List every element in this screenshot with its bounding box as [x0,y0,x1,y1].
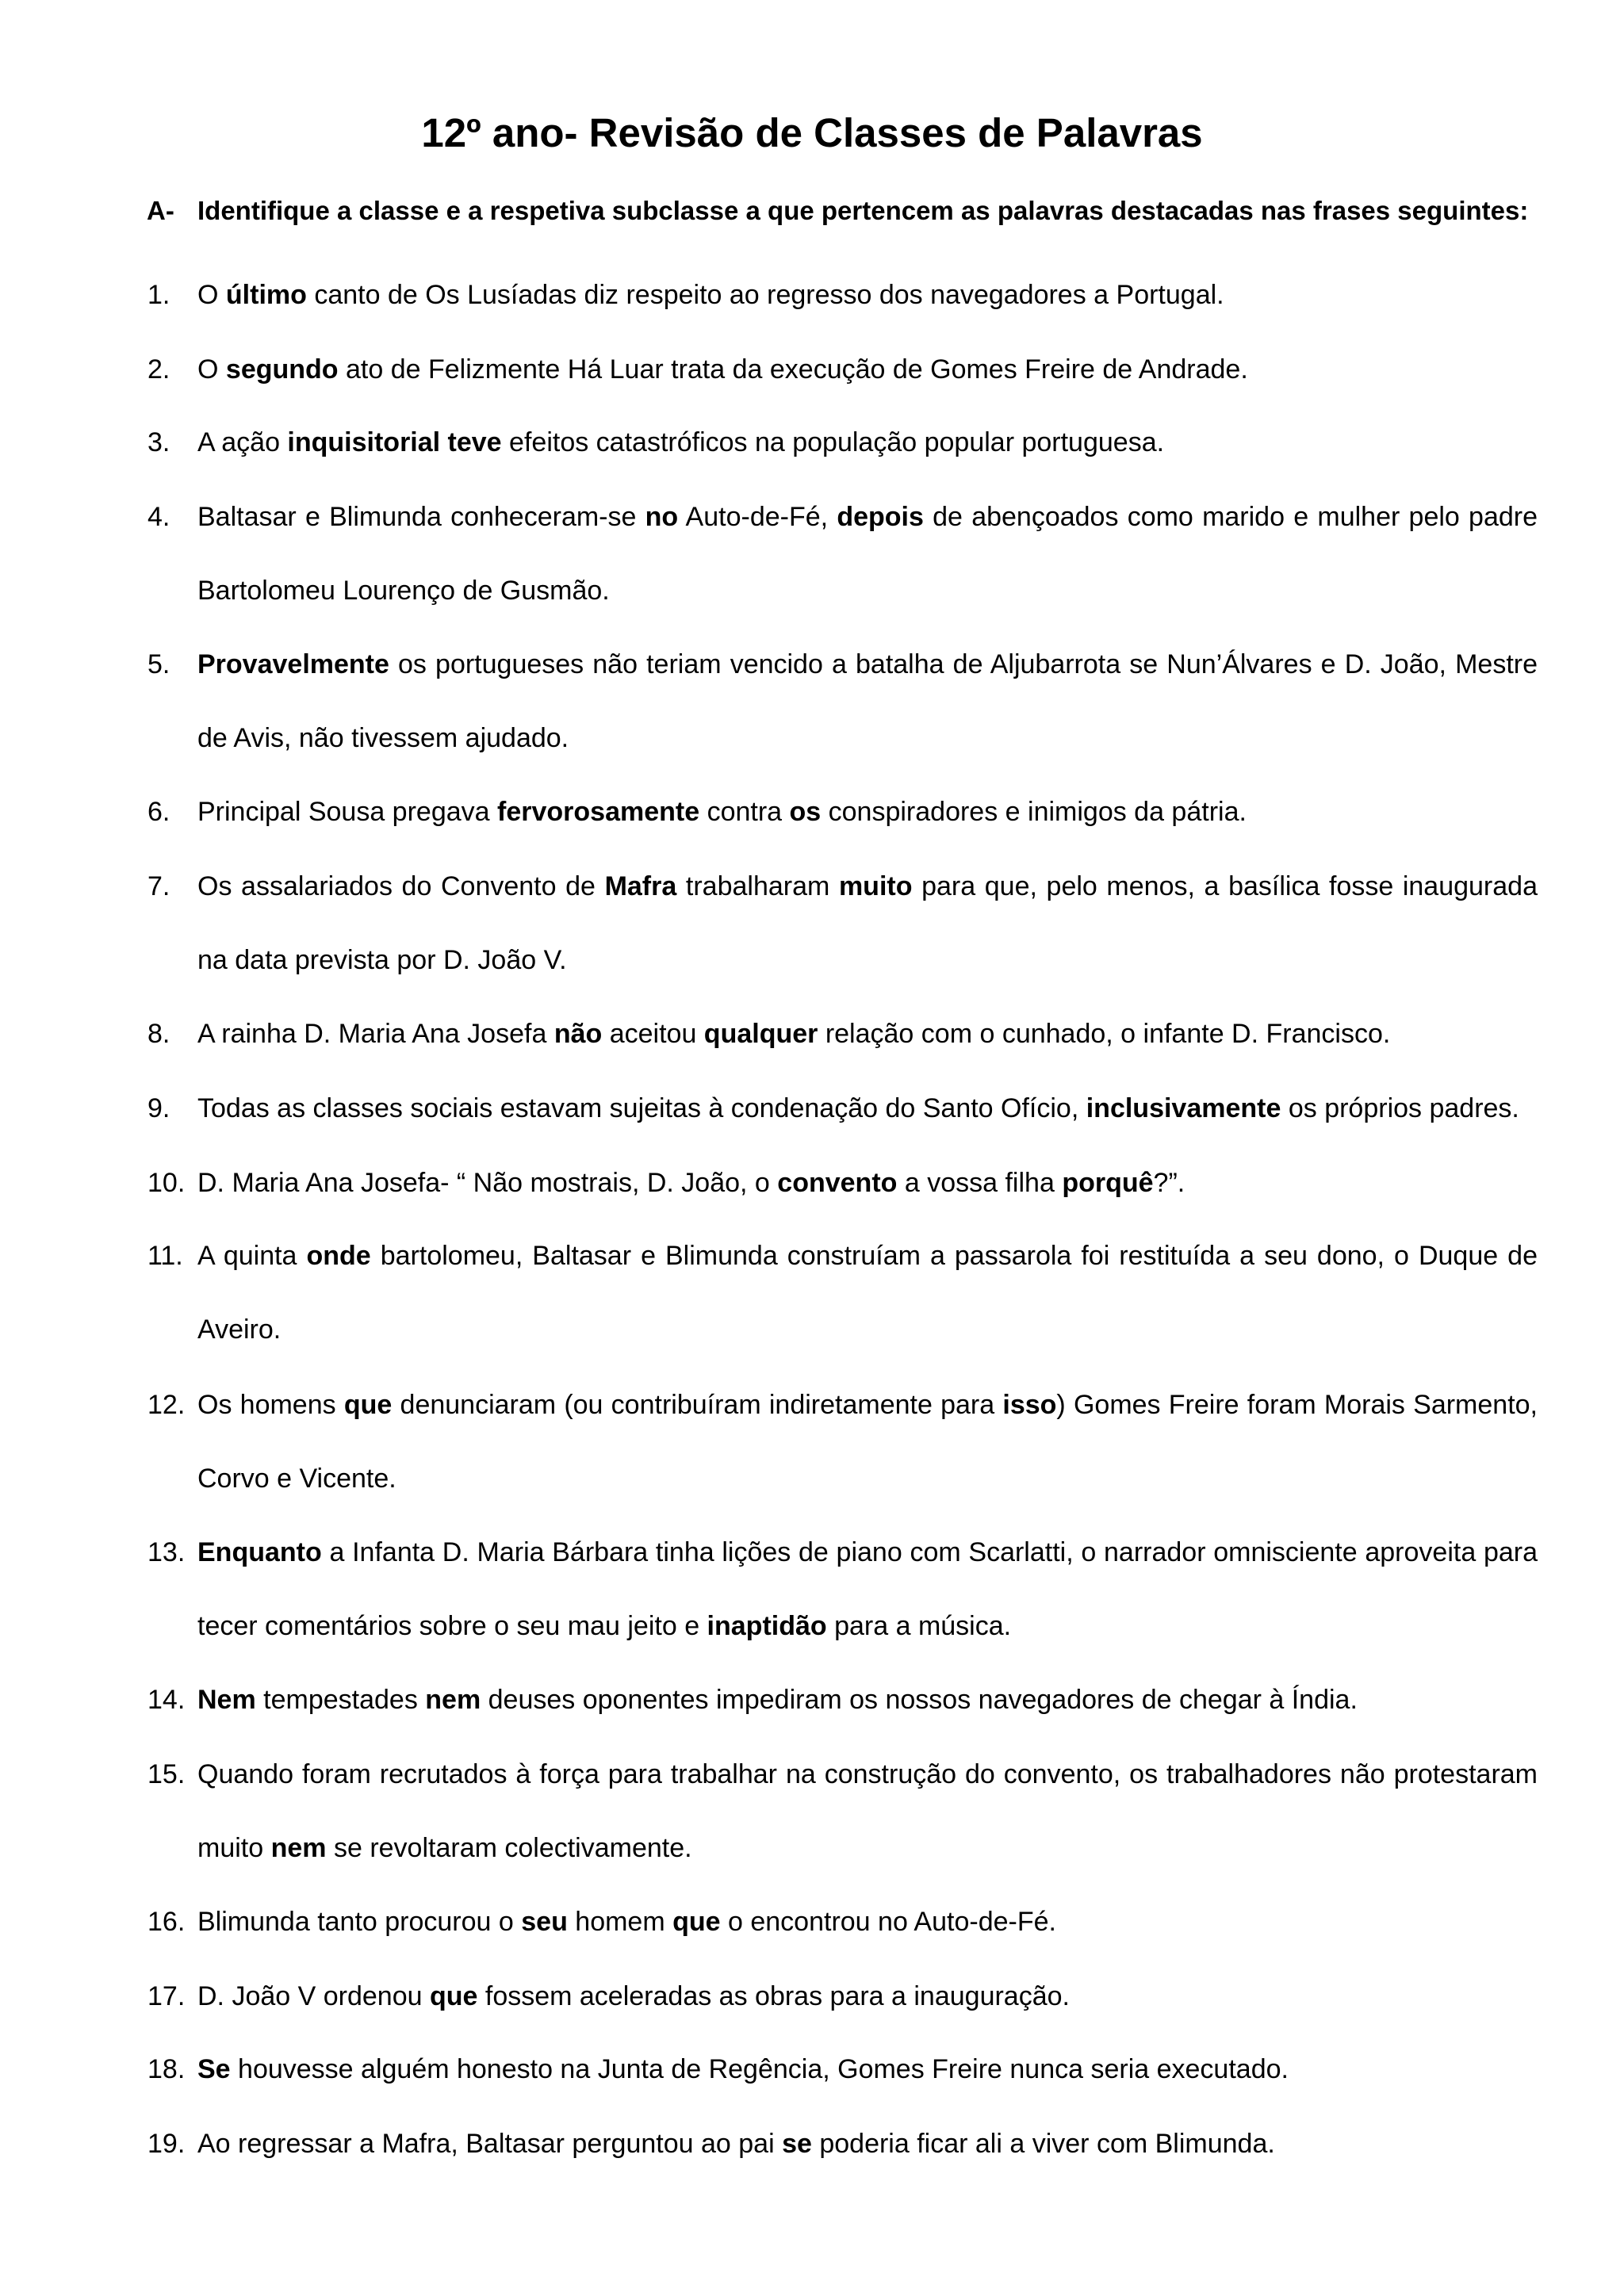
sentence-text: relação com o cunhado, o infante D. Francisco. [818,1019,1391,1049]
exercise-sentence [197,1072,1538,1146]
exercise-number: 3. [147,427,170,457]
sentence-text: de abençoados como marido e mulher pelo padre Bartolomeu Lourenço de Gusmão. [197,502,1538,606]
exercise-number: 18. [147,2054,186,2084]
exercise-number: 19. [147,2129,186,2159]
exercise-sentence [197,2033,1538,2107]
exercise-number: 2. [147,354,170,385]
page-title: 12º ano- Revisão de Classes de Palavras [421,110,1203,155]
sentence-text: Quando foram recrutados à força para trabalhar na construção do convento, os trabalhadores não protestaram muito [197,1759,1538,1863]
sentence-text: ato de Felizmente Há Luar trata da execução de Gomes Freire de Andrade. [338,354,1248,385]
instruction-marker: A- [147,196,174,225]
sentence-text: denunciaram (ou contribuíram indiretamente para [392,1390,1003,1420]
highlighted-word: não [553,1019,603,1049]
highlighted-word: convento [777,1168,898,1198]
exercise-sentence [197,997,1538,1071]
sentence-text: efeitos catastróficos na população popular portuguesa. [501,427,1165,457]
sentence-text: para a música. [826,1611,1012,1641]
exercise-number: 10. [147,1168,186,1198]
sentence-text: Ao regressar a Mafra, Baltasar perguntou ao pai [197,2129,783,2159]
sentence-text: trabalharam [676,871,839,901]
sentence-text: Os homens [197,1390,344,1420]
exercise-number: 4. [147,502,170,532]
exercise-number: 15. [147,1759,186,1789]
exercise-number: 13. [147,1537,186,1567]
highlighted-word: segundo [225,354,339,385]
sentence-text: Principal Sousa pregava [197,797,498,827]
exercise-sentence [197,1368,1538,1516]
highlighted-word: que [672,1907,721,1937]
sentence-text: bartolomeu, Baltasar e Blimunda construíam a passarola foi restituída a seu dono, o Duque de Aveiro. [197,1241,1538,1345]
sentence-text: se revoltaram colectivamente. [326,1833,692,1863]
highlighted-word: muito [838,871,913,901]
highlighted-word: inclusivamente [1086,1093,1281,1123]
sentence-text: deuses oponentes impediram os nossos navegadores de chegar à Índia. [481,1685,1358,1715]
sentence-text: ?”. [1153,1168,1185,1198]
exercise-sentence [197,258,1538,332]
sentence-text: para que, pelo menos, a basílica fosse inaugurada na data prevista por D. João V. [197,871,1538,975]
highlighted-word: qualquer [703,1019,818,1049]
sentence-text: fossem aceleradas as obras para a inauguração. [477,1981,1070,2011]
sentence-text: canto de Os Lusíadas diz respeito ao regresso dos navegadores a Portugal. [306,280,1224,310]
sentence-text: Blimunda tanto procurou o [197,1907,522,1937]
exercise-sentence [197,1146,1538,1220]
exercise-number: 12. [147,1390,186,1420]
sentence-text: a vossa filha [897,1168,1063,1198]
exercise-sentence [197,1738,1538,1885]
exercise-sentence [197,1516,1538,1663]
exercise-number: 16. [147,1907,186,1937]
highlighted-word: Enquanto [197,1537,322,1567]
exercise-sentence [197,1885,1538,1959]
highlighted-word: inaptidão [707,1611,827,1641]
highlighted-word: nem [270,1833,327,1863]
sentence-text: A ação [197,427,288,457]
highlighted-word: depois [837,502,924,532]
sentence-text: tempestades [255,1685,426,1715]
highlighted-word: Provavelmente [197,649,389,679]
exercise-sentence [197,2107,1538,2181]
exercise-sentence [197,1663,1538,1737]
highlighted-word: inquisitorial teve [287,427,502,457]
exercise-number: 17. [147,1981,186,2011]
highlighted-word: isso [1002,1390,1057,1420]
exercise-number: 6. [147,797,170,827]
exercise-sentence [197,406,1538,480]
sentence-text: homem [567,1907,673,1937]
sentence-text: a Infanta D. Maria Bárbara tinha lições de piano com Scarlatti, o narrador omnisciente aproveita para tecer comentários sobre o seu mau jeito e [197,1537,1538,1641]
highlighted-word: seu [521,1907,568,1937]
sentence-text: contra [699,797,790,827]
instruction-text: Identifique a classe e a respetiva subclasse a que pertencem as palavras destacadas nas frases seguintes: [197,196,1529,225]
exercise-sentence [197,333,1538,407]
sentence-text: os portugueses não teriam vencido a batalha de Aljubarrota se Nun’Álvares e D. João, Mestre de Avis, não tivessem ajudado. [197,649,1538,753]
sentence-text: poderia ficar ali a viver com Blimunda. [811,2129,1275,2159]
sentence-text: D. João V ordenou [197,1981,430,2011]
highlighted-word: último [225,280,307,310]
sentence-text: os próprios padres. [1281,1093,1519,1123]
exercise-number: 5. [147,649,170,679]
sentence-text: D. Maria Ana Josefa- “ Não mostrais, D. João, o [197,1168,778,1198]
sentence-text: A rainha D. Maria Ana Josefa [197,1019,554,1049]
exercise-sentence [197,628,1538,775]
sentence-text: houvesse alguém honesto na Junta de Regência, Gomes Freire nunca seria executado. [230,2054,1289,2084]
exercise-number: 1. [147,280,170,310]
sentence-text: O [197,280,226,310]
sentence-text: A quinta [197,1241,307,1271]
exercise-number: 14. [147,1685,186,1715]
sentence-text: ) Gomes Freire foram Morais Sarmento, Corvo e Vicente. [197,1390,1538,1494]
exercise-sentence [197,775,1538,849]
highlighted-word: fervorosamente [497,797,700,827]
highlighted-word: Nem [197,1685,256,1715]
sentence-text: Todas as classes sociais estavam sujeitas à condenação do Santo Ofício, [197,1093,1086,1123]
highlighted-word: se [782,2129,812,2159]
highlighted-word: os [789,797,822,827]
sentence-text: conspiradores e inimigos da pátria. [821,797,1247,827]
exercise-sentence [197,850,1538,997]
sentence-text: Baltasar e Blimunda conheceram-se [197,502,645,532]
sentence-text: o encontrou no Auto-de-Fé. [720,1907,1056,1937]
highlighted-word: no [645,502,679,532]
exercise-sentence [197,1219,1538,1367]
highlighted-word: Mafra [604,871,677,901]
exercise-sentence [197,480,1538,628]
highlighted-word: nem [425,1685,481,1715]
exercise-number: 9. [147,1093,170,1123]
exercise-number: 11. [147,1241,183,1271]
sentence-text: Os assalariados do Convento de [197,871,605,901]
highlighted-word: que [343,1390,393,1420]
exercise-number: 7. [147,871,170,901]
highlighted-word: porquê [1062,1168,1154,1198]
exercise-number: 8. [147,1019,170,1049]
highlighted-word: Se [197,2054,231,2084]
sentence-text: O [197,354,226,385]
highlighted-word: que [429,1981,478,2011]
sentence-text: aceitou [602,1019,704,1049]
exercise-sentence [197,1960,1538,2034]
highlighted-word: onde [306,1241,371,1271]
sentence-text: Auto-de-Fé, [678,502,837,532]
